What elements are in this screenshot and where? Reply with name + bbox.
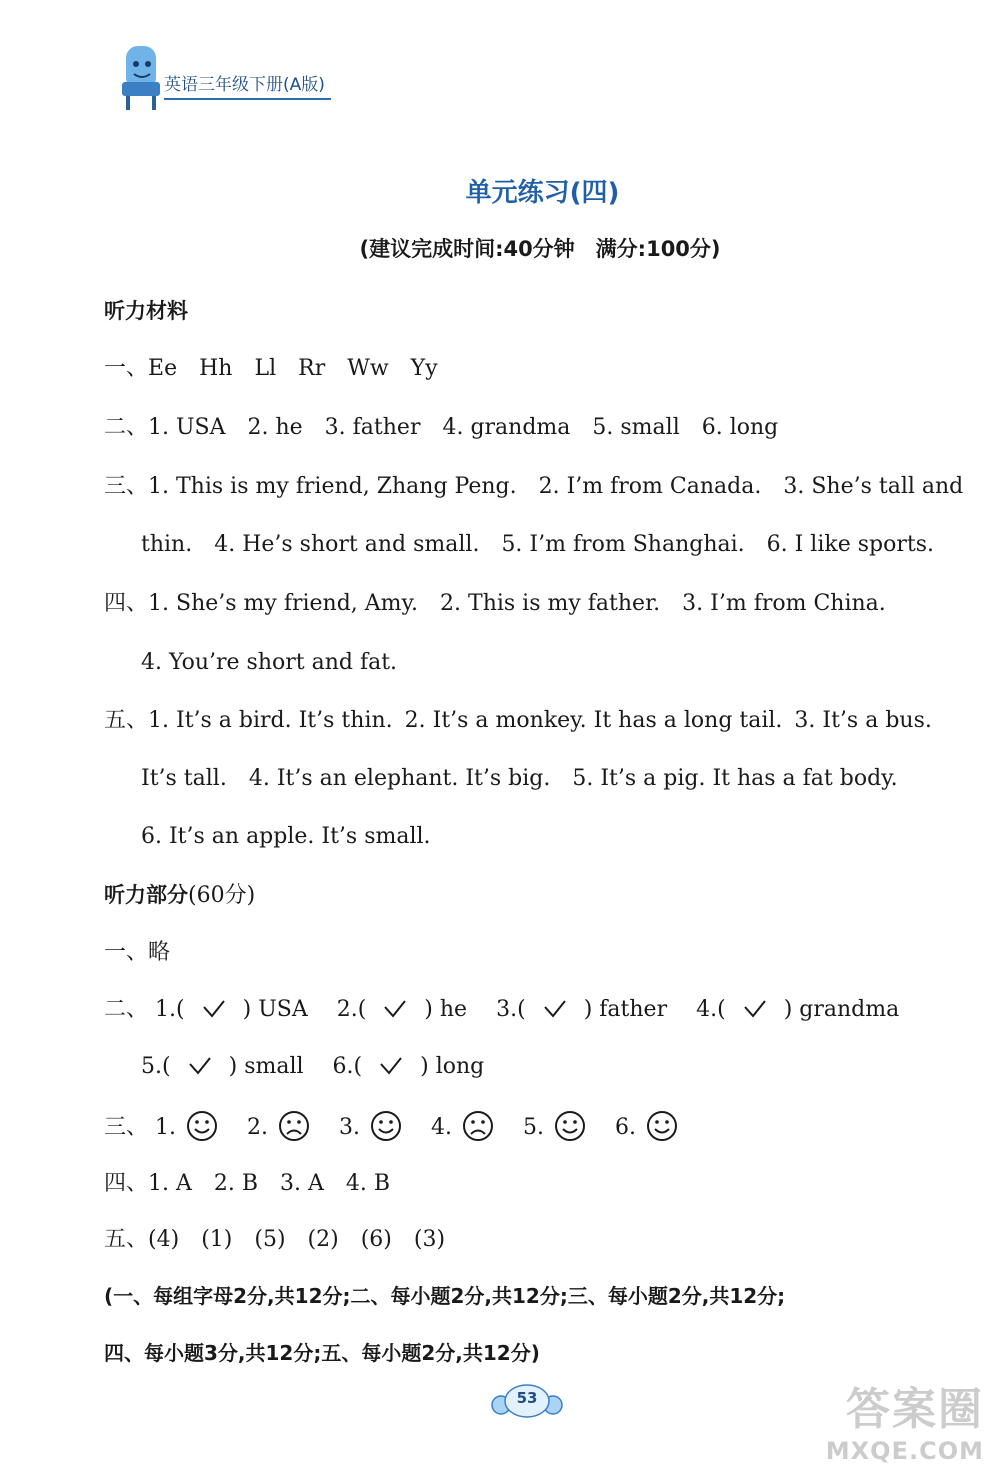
sentence: 5. It’s a pig. It has a fat body. bbox=[572, 766, 898, 791]
answer-item: 2. B bbox=[213, 1171, 259, 1196]
check-mark-icon bbox=[203, 1000, 225, 1018]
answer-text: 略 bbox=[148, 940, 171, 965]
check-mark-icon bbox=[744, 1000, 766, 1018]
answer-q4 bbox=[104, 1169, 390, 1199]
sentence: 2. It’s a monkey. It has a long tail. bbox=[404, 708, 783, 733]
page-header bbox=[118, 42, 378, 112]
answer-item: (2) bbox=[307, 1227, 339, 1252]
check-mark-icon bbox=[189, 1057, 211, 1075]
page-number-text: 53 bbox=[516, 1389, 538, 1407]
q-number: 四、 bbox=[104, 591, 149, 616]
q-number: 五、 bbox=[104, 708, 149, 733]
check-mark-icon bbox=[380, 1057, 402, 1075]
smiley-face-icon bbox=[646, 1110, 678, 1142]
material-q2 bbox=[104, 413, 778, 443]
item-number: 3. bbox=[339, 1115, 361, 1140]
item: 4. grandma bbox=[442, 415, 571, 440]
sentence: 6. It’s an apple. It’s small. bbox=[141, 824, 431, 849]
answer-item: 3. A bbox=[280, 1171, 324, 1196]
answer-item: (3) bbox=[413, 1227, 446, 1252]
sentence: 5. I’m from Shanghai. bbox=[501, 532, 745, 557]
item: 5. small bbox=[592, 415, 680, 440]
material-q1 bbox=[104, 354, 438, 384]
q-number: 三、 bbox=[104, 474, 149, 499]
material-q3-line1 bbox=[104, 472, 963, 502]
answer-item: 4.( ) grandma bbox=[696, 997, 900, 1022]
item-number: 2. bbox=[247, 1115, 269, 1140]
q-number: 二、 bbox=[104, 415, 149, 440]
page-subtitle: (建议完成时间:40分钟 满分:100分) bbox=[359, 237, 721, 261]
sad-face-icon bbox=[462, 1110, 494, 1142]
listening-part-label: 听力部分 bbox=[104, 883, 188, 907]
listening-part-heading bbox=[104, 880, 255, 911]
q-number: 四、 bbox=[104, 1171, 149, 1196]
sentence: thin. bbox=[141, 532, 193, 557]
letter-pair: Rr bbox=[298, 356, 326, 381]
item-number: 6. bbox=[615, 1115, 637, 1140]
answer-q1 bbox=[104, 938, 170, 968]
material-q5-line1 bbox=[104, 706, 932, 736]
material-q3-line2 bbox=[141, 530, 934, 560]
material-q5-line3 bbox=[141, 822, 431, 852]
answer-item: (5) bbox=[254, 1227, 286, 1252]
item: 1. USA bbox=[148, 415, 226, 440]
answer-q5 bbox=[104, 1225, 445, 1255]
answer-item: 6.( ) long bbox=[332, 1054, 485, 1079]
watermark-logo-text: 答案圈 bbox=[846, 1384, 984, 1435]
item-number: 4. bbox=[431, 1115, 453, 1140]
answer-q2-line2 bbox=[141, 1052, 484, 1082]
sentence: 4. He’s short and small. bbox=[214, 532, 480, 557]
watermark-url: MXQE.COM bbox=[825, 1437, 984, 1465]
sentence: 2. This is my father. bbox=[440, 591, 661, 616]
sentence: 1. She’s my friend, Amy. bbox=[148, 591, 419, 616]
book-title: 英语三年级下册(A版) bbox=[164, 70, 331, 100]
check-mark-icon bbox=[384, 1000, 406, 1018]
sentence: 1. This is my friend, Zhang Peng. bbox=[148, 474, 517, 499]
sentence: 1. It’s a bird. It’s thin. bbox=[148, 708, 393, 733]
q-number: 一、 bbox=[104, 940, 149, 965]
q-number: 五、 bbox=[104, 1227, 149, 1252]
sentence: It’s tall. bbox=[141, 766, 227, 791]
material-q4-line2 bbox=[141, 648, 397, 678]
smiley-face-icon bbox=[186, 1110, 218, 1142]
q-number: 三、 bbox=[104, 1115, 149, 1140]
item-number: 5. bbox=[523, 1115, 545, 1140]
answer-item: 1.( ) USA bbox=[155, 997, 308, 1022]
material-q4-line1 bbox=[104, 589, 886, 619]
sentence: 4. It’s an elephant. It’s big. bbox=[248, 766, 551, 791]
sad-face-icon bbox=[278, 1110, 310, 1142]
answer-q2-line1 bbox=[104, 995, 899, 1025]
listening-material-label: 听力材料 bbox=[104, 299, 188, 323]
sentence: 3. She’s tall and bbox=[783, 474, 964, 499]
watermark bbox=[826, 1373, 984, 1465]
check-mark-icon bbox=[544, 1000, 566, 1018]
answer-item: 5.( ) small bbox=[141, 1054, 304, 1079]
sentence: 3. It’s a bus. bbox=[794, 708, 932, 733]
answer-item: (4) bbox=[148, 1227, 180, 1252]
answer-item: 4. B bbox=[345, 1171, 391, 1196]
letter-pair: Ee bbox=[148, 356, 178, 381]
sentence: 4. You’re short and fat. bbox=[141, 650, 398, 675]
answer-item: 3.( ) father bbox=[496, 997, 668, 1022]
scoring-note-line2: 四、每小题3分,共12分;五、每小题2分,共12分) bbox=[104, 1341, 540, 1365]
page-number bbox=[489, 1381, 565, 1421]
answer-q3 bbox=[104, 1110, 678, 1143]
material-q5-line2 bbox=[141, 764, 898, 794]
answer-item: (6) bbox=[360, 1227, 392, 1252]
q-number: 一、 bbox=[104, 356, 149, 381]
scoring-note-line1: (一、每组字母2分,共12分;二、每小题2分,共12分;三、每小题2分,共12分; bbox=[104, 1284, 786, 1308]
item: 2. he bbox=[247, 415, 303, 440]
listening-part-score: (60分) bbox=[188, 883, 256, 908]
item: 3. father bbox=[324, 415, 421, 440]
letter-pair: Ww bbox=[347, 356, 389, 381]
letter-pair: Ll bbox=[254, 356, 277, 381]
letter-pair: Hh bbox=[199, 356, 233, 381]
item: 6. long bbox=[701, 415, 779, 440]
page-title: 单元练习(四) bbox=[465, 178, 620, 208]
letter-pair: Yy bbox=[410, 356, 438, 381]
mascot-icon bbox=[118, 42, 166, 112]
answer-item: 2.( ) he bbox=[336, 997, 468, 1022]
sentence: 6. I like sports. bbox=[766, 532, 934, 557]
answer-item: 1. A bbox=[148, 1171, 192, 1196]
item-number: 1. bbox=[155, 1115, 177, 1140]
answer-item: (1) bbox=[201, 1227, 233, 1252]
sentence: 2. I’m from Canada. bbox=[538, 474, 762, 499]
smiley-face-icon bbox=[554, 1110, 586, 1142]
smiley-face-icon bbox=[370, 1110, 402, 1142]
q-number: 二、 bbox=[104, 997, 149, 1022]
sentence: 3. I’m from China. bbox=[682, 591, 886, 616]
